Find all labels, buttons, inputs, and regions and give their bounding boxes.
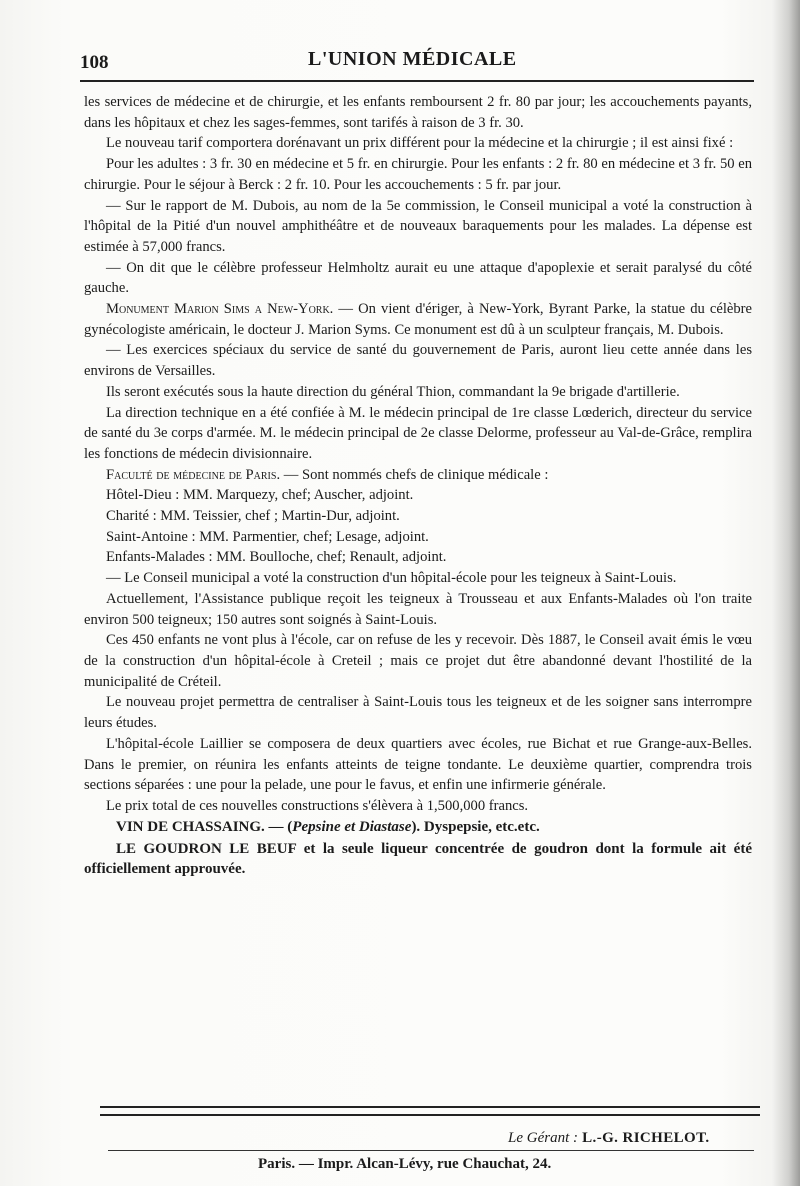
paragraph: Le prix total de ces nouvelles constructions s'élèvera à 1,500,000 francs. (106, 797, 529, 814)
paragraph (84, 465, 752, 486)
ad-italic-text: Pepsine et Diastase (292, 818, 412, 835)
paragraph: — Les exercices spéciaux du service de santé du gouvernement de Paris, auront lieu cette année dans les environs de Versailles. (84, 342, 752, 380)
ad-text: VIN DE CHASSAING. — ( (116, 818, 293, 835)
paragraph: — Le Conseil municipal a voté la construction d'un hôpital-école pour les teigneux à Saint-Louis. (106, 570, 677, 587)
paragraph: La direction technique en a été confiée à M. le médecin principal de 1re classe Lœderich, directeur du service de santé du 3e corps d'armée. M. le médecin principal de 2e classe Delorme, professeur au Val-de-Grâce, remplira les fonctions de médecin divisionnaire. (84, 404, 752, 462)
paragraph: Le nouveau tarif comportera dorénavant un prix différent pour la médecine et la chirurgie ; il est ainsi fixé : (106, 135, 734, 152)
list-item: Charité : MM. Teissier, chef ; Martin-Dur, adjoint. (106, 508, 400, 525)
section-heading: Monument Marion Sims a New-York. (106, 301, 334, 318)
header-rule (80, 80, 754, 82)
list-item: Enfants-Malades : MM. Boulloche, chef; Renault, adjoint. (106, 549, 447, 566)
paragraph: Actuellement, l'Assistance publique reçoit les teigneux à Trousseau et aux Enfants-Malades où l'on traite environ 500 teigneux; 150 autres sont soignés à Saint-Louis. (84, 590, 752, 628)
advertisement-chassaing (84, 817, 752, 837)
paragraph: Ces 450 enfants ne vont plus à l'école, car on refuse de les y recevoir. Dès 1887, le Conseil avait émis le vœu de la construction d'un hôpital-école à Creteil ; mais ce projet dut être abandonné devant l'hostilité de la municipalité de Créteil. (84, 632, 752, 690)
paragraph-text: — On vient d'ériger, à New-York, Byrant Parke, la statue du célèbre gynécologiste américain, le docteur J. Marion Syms. Ce monument est dû à un sculpteur français, M. Dubois. (84, 301, 752, 338)
footer-double-rule (100, 1106, 760, 1116)
page-header (80, 46, 760, 76)
paragraph: — On dit que le célèbre professeur Helmholtz aurait eu une attaque d'apoplexie et serait paralysé du côté gauche. (84, 259, 752, 297)
gerant-label: Le Gérant : (508, 1130, 578, 1146)
ad-text: ). Dyspepsie, etc.etc. (411, 818, 540, 835)
running-title: L'UNION MÉDICALE (308, 48, 517, 70)
gerant-line (508, 1130, 710, 1147)
article-body (84, 92, 752, 879)
advertisement-goudron: LE GOUDRON LE BEUF et la seule liqueur concentrée de goudron dont la formule ait été officiellement approuvée. (84, 840, 752, 877)
page-number: 108 (80, 52, 109, 73)
paragraph (84, 299, 752, 340)
paragraph: les services de médecine et de chirurgie, et les enfants remboursent 2 fr. 80 par jour; les accouchements payants, dans les hôpitaux et chez les sages-femmes, sont tarifés à raison de 3 fr. 30. (84, 94, 752, 131)
printer-imprint: Paris. — Impr. Alcan-Lévy, rue Chauchat, 24. (258, 1156, 552, 1172)
paragraph: Ils seront exécutés sous la haute direction du général Thion, commandant la 9e brigade d'artillerie. (106, 383, 680, 400)
list-item: Hôtel-Dieu : MM. Marquezy, chef; Auscher, adjoint. (106, 487, 414, 504)
footer-rule (108, 1150, 754, 1151)
paragraph: — Sur le rapport de M. Dubois, au nom de la 5e commission, le Conseil municipal a voté la construction à l'hôpital de la Pitié d'un nouvel amphithéâtre et de nouveaux baraquements pour les malades. La dépense est estimée à 57,000 francs. (84, 197, 752, 255)
paragraph-text: — Sont nommés chefs de clinique médicale : (280, 466, 549, 483)
section-heading: Faculté de médecine de Paris. (106, 466, 281, 483)
gerant-name: L.-G. RICHELOT. (578, 1130, 710, 1146)
paragraph: Pour les adultes : 3 fr. 30 en médecine et 5 fr. en chirurgie. Pour les enfants : 2 fr. 80 en médecine et 3 fr. 50 en chirurgie. Pour le séjour à Berck : 2 fr. 10. Pour les accouchements : 5 fr. par jour. (84, 156, 752, 193)
paragraph: Le nouveau projet permettra de centraliser à Saint-Louis tous les teigneux et de les soigner sans interrompre leurs études. (84, 694, 752, 732)
paragraph: L'hôpital-école Laillier se composera de deux quartiers avec écoles, rue Bichat et rue Grange-aux-Belles. Dans le premier, on réunira les enfants atteints de teigne tondante. Le deuxième quartier, comprendra trois sections séparées : une pour la pelade, une pour le favus, et enfin une infirmerie générale. (84, 735, 752, 794)
list-item: Saint-Antoine : MM. Parmentier, chef; Lesage, adjoint. (106, 528, 429, 545)
page-edge-shadow (772, 0, 800, 1186)
